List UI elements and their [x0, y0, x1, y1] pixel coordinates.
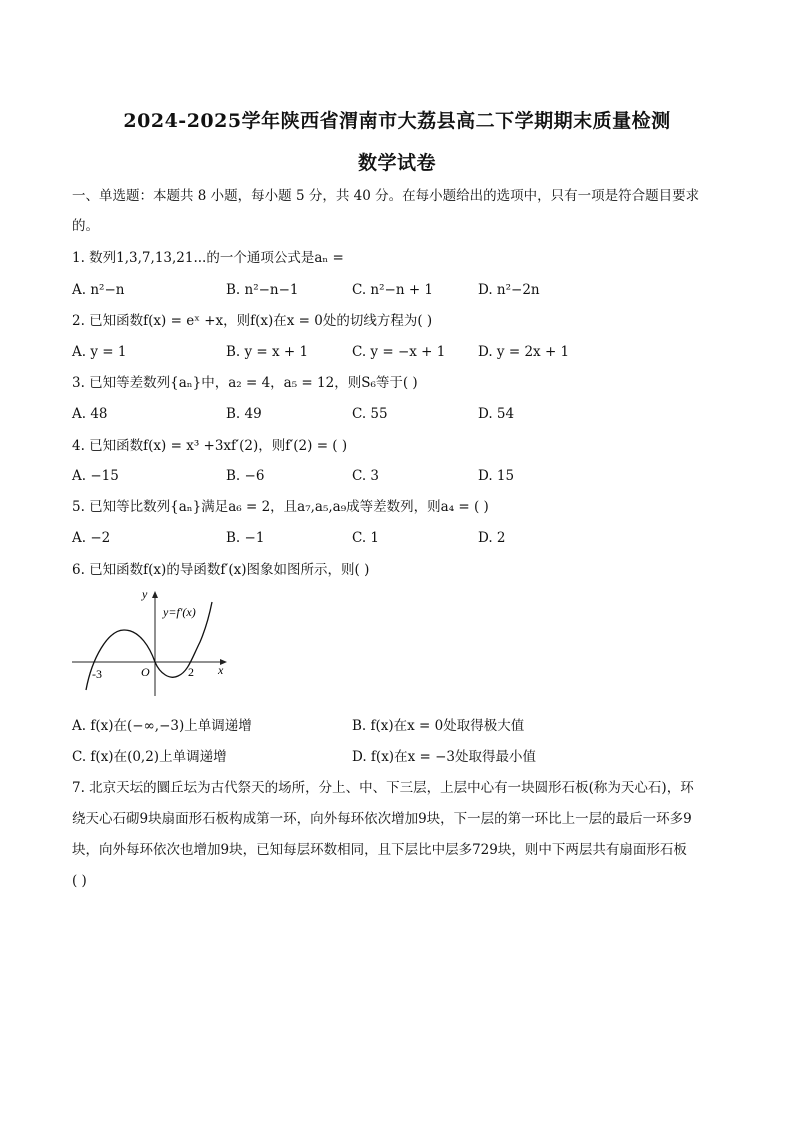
origin-label: O — [141, 665, 150, 679]
question-6-option-c: C. f(x)在(0,2)上单调递增 — [72, 749, 227, 765]
tick-label-neg3: -3 — [92, 667, 102, 681]
question-4-stem: 4. 已知函数f(x) = x³ +3xf′(2)，则f′(2) = ( ) — [72, 438, 348, 454]
question-5-stem: 5. 已知等比数列{aₙ}满足a₆ = 2，且a₇,a₅,a₉成等差数列，则a₄ = ( ) — [72, 499, 489, 515]
question-7-line4: ( ) — [72, 873, 87, 889]
question-1-option-a: A. n²−n — [72, 282, 125, 298]
y-axis-label: y — [142, 587, 148, 601]
x-axis-label: x — [218, 663, 224, 677]
page-subtitle: 数学试卷 — [357, 152, 436, 174]
question-7-line2: 绕天心石砌9块扇面形石板构成第一环，向外每环依次增加9块，下一层的第一环比上一层的最后一环多9 — [72, 811, 692, 827]
question-2-stem: 2. 已知函数f(x) = eˣ +x，则f(x)在x = 0处的切线方程为( ) — [72, 313, 433, 329]
question-6-option-d: D. f(x)在x = −3处取得最小值 — [352, 749, 536, 765]
derivative-graph-svg — [72, 588, 232, 698]
question-1-option-b: B. n²−n−1 — [226, 282, 299, 298]
question-5-option-b: B. −1 — [226, 530, 265, 546]
question-3-option-b: B. 49 — [226, 406, 262, 422]
y-axis-arrow-icon — [152, 591, 158, 598]
curve-label: y=f′(x) — [163, 605, 196, 619]
question-2-option-b: B. y = x + 1 — [226, 344, 309, 360]
question-6-stem: 6. 已知函数f(x)的导函数f′(x)图象如图所示，则( ) — [72, 562, 370, 578]
section-heading-line1: 一、单选题：本题共 8 小题，每小题 5 分，共 40 分。在每小题给出的选项中，只有一项是符合题目要求 — [72, 188, 700, 204]
question-7-line3: 块，向外每环依次也增加9块，已知每层环数相同，且下层比中层多729块，则中下两层共有扇面形石板 — [72, 842, 687, 858]
question-7-line1: 7. 北京天坛的圜丘坛为古代祭天的场所，分上、中、下三层，上层中心有一块圆形石板(称为天心石)，环 — [72, 780, 694, 796]
derivative-graph — [72, 588, 232, 698]
question-4-option-b: B. −6 — [226, 468, 265, 484]
question-1-option-d: D. n²−2n — [478, 282, 540, 298]
section-heading-line2: 的。 — [72, 218, 99, 234]
question-5-option-d: D. 2 — [478, 530, 506, 546]
page-title: 2024-2025学年陕西省渭南市大荔县高二下学期期末质量检测 — [123, 110, 671, 132]
question-5-option-c: C. 1 — [352, 530, 380, 546]
question-2-option-d: D. y = 2x + 1 — [478, 344, 570, 360]
question-3-stem: 3. 已知等差数列{aₙ}中，a₂ = 4，a₅ = 12，则S₆等于( ) — [72, 375, 418, 391]
question-3-option-d: D. 54 — [478, 406, 515, 422]
question-2-option-c: C. y = −x + 1 — [352, 344, 446, 360]
question-6-option-a: A. f(x)在(−∞,−3)上单调递增 — [72, 718, 252, 734]
question-2-option-a: A. y = 1 — [72, 344, 127, 360]
question-4-option-d: D. 15 — [478, 468, 515, 484]
question-4-option-c: C. 3 — [352, 468, 380, 484]
question-5-option-a: A. −2 — [72, 530, 111, 546]
question-3-option-a: A. 48 — [72, 406, 108, 422]
question-6-option-b: B. f(x)在x = 0处取得极大值 — [352, 718, 525, 734]
question-4-option-a: A. −15 — [72, 468, 119, 484]
question-1-stem: 1. 数列1,3,7,13,21...的一个通项公式是aₙ = — [72, 250, 344, 266]
question-1-option-c: C. n²−n + 1 — [352, 282, 434, 298]
question-3-option-c: C. 55 — [352, 406, 388, 422]
tick-label-2: 2 — [188, 665, 194, 679]
